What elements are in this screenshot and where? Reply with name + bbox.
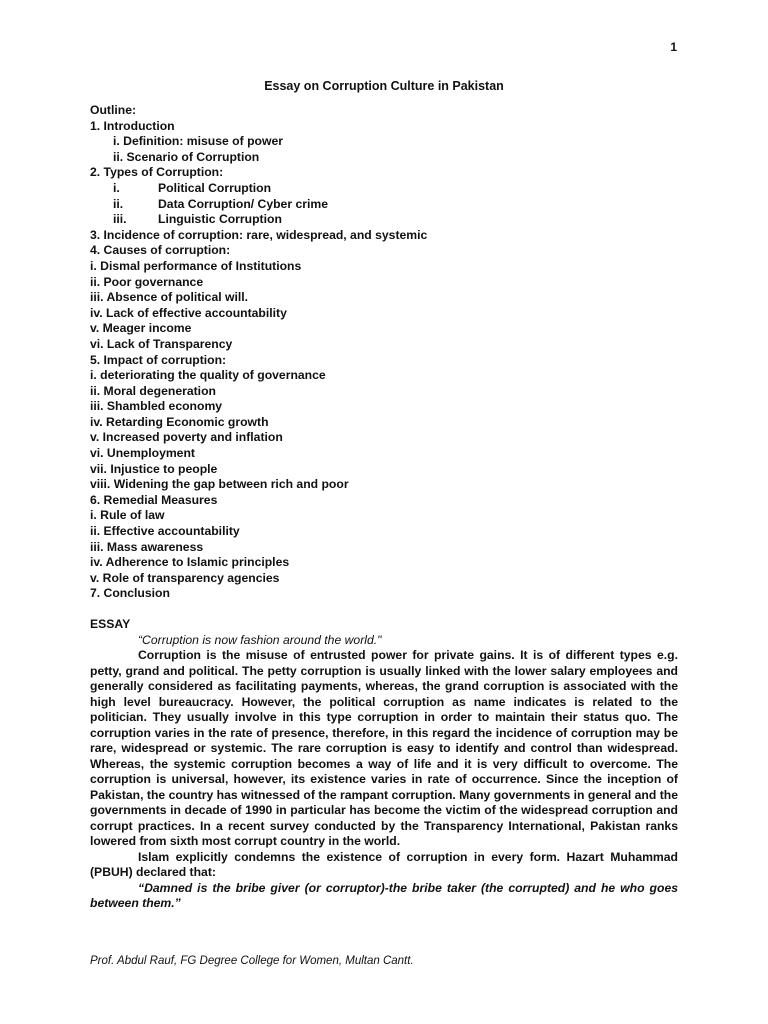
outline-item: 5. Impact of corruption:: [90, 352, 227, 367]
outline-item: [90, 197, 680, 213]
outline-item: 6. Remedial Measures: [90, 492, 218, 507]
essay-section: [90, 617, 678, 912]
outline-item: ii. Effective accountability: [90, 524, 240, 539]
outline-item: [90, 212, 680, 228]
outline-item-text: Political Corruption: [158, 180, 272, 195]
outline-item: ii. Poor governance: [90, 274, 204, 289]
outline-item-text: Linguistic Corruption: [158, 212, 282, 227]
essay-paragraph-2: Islam explicitly condemns the existence of corruption in every form. Hazart Muhammad (PBUH) declared that:: [90, 849, 678, 879]
outline-item: iv. Adherence to Islamic principles: [90, 555, 290, 570]
outline-item: vi. Lack of Transparency: [90, 336, 233, 351]
essay-heading: ESSAY: [90, 617, 131, 631]
page-number: 1: [670, 40, 677, 54]
outline-list: [90, 119, 680, 602]
hadith-quote: “Damned is the bribe giver (or corruptor)-the bribe taker (the corrupted) and he who goes between them.”: [90, 880, 678, 910]
outline-item-number: iii.: [113, 212, 127, 227]
outline-item: i. Rule of law: [90, 508, 165, 523]
outline-item: iii. Absence of political will.: [90, 290, 249, 305]
outline-item: 7. Conclusion: [90, 586, 170, 601]
outline-item: v. Increased poverty and inflation: [90, 430, 283, 445]
outline-item: iii. Mass awareness: [90, 539, 204, 554]
outline-item: 1. Introduction: [90, 118, 175, 133]
outline-section: [90, 103, 680, 602]
outline-item: i. deteriorating the quality of governance: [90, 368, 326, 383]
outline-item: v. Role of transparency agencies: [90, 570, 280, 585]
outline-item: i. Definition: misuse of power: [113, 134, 283, 149]
outline-item: ii. Moral degeneration: [90, 383, 216, 398]
outline-item: i. Dismal performance of Institutions: [90, 258, 302, 273]
outline-item: 3. Incidence of corruption: rare, widespread, and systemic: [90, 227, 428, 242]
opening-quote: “Corruption is now fashion around the world.": [138, 632, 382, 647]
outline-item-number: i.: [113, 180, 120, 195]
outline-item: viii. Widening the gap between rich and poor: [90, 477, 349, 492]
outline-item: [90, 181, 680, 197]
outline-item: iv. Lack of effective accountability: [90, 305, 287, 320]
outline-item-number: ii.: [113, 196, 124, 211]
outline-heading: Outline:: [90, 103, 137, 117]
outline-item: iv. Retarding Economic growth: [90, 414, 269, 429]
outline-item: ii. Scenario of Corruption: [113, 149, 260, 164]
essay-paragraph-1: Corruption is the misuse of entrusted power for private gains. It is of different types e.g. petty, grand and political. The petty corruption is usually linked with the lower salary employees and generally considered as facilitating payments, whereas, the grand corruption is associated with the high level bureaucracy. However, the political corruption as name indicates is related to the politician. They usually involve in this type corruption in order to maintain their status quo. The corruption varies in the rate of presence, therefore, in this regard the incidence of corruption may be rare, widespread or systemic. The rare corruption is easy to identify and control than widespread. Whereas, the systemic corruption becomes a way of life and it is very difficult to overcome. The corruption is universal, however, its existence varies in rate of occurrence. Since the inception of Pakistan, the country has witnessed of the rampant corruption. Many governments in general and the governments in decade of 1990 in particular has become the victim of the widespread corruption and corrupt practices. In a recent survey conducted by the Transparency International, Pakistan ranks lowered from sixth most corrupt country in the world.: [90, 648, 678, 848]
outline-item: 4. Causes of corruption:: [90, 243, 231, 258]
outline-item: v. Meager income: [90, 321, 192, 336]
outline-item-text: Data Corruption/ Cyber crime: [158, 196, 328, 211]
outline-item: iii. Shambled economy: [90, 399, 223, 414]
outline-item: vii. Injustice to people: [90, 461, 218, 476]
document-title: Essay on Corruption Culture in Pakistan: [264, 79, 504, 93]
author-footer: Prof. Abdul Rauf, FG Degree College for Women, Multan Cantt.: [90, 955, 414, 967]
outline-item: 2. Types of Corruption:: [90, 165, 224, 180]
outline-item: vi. Unemployment: [90, 446, 195, 461]
